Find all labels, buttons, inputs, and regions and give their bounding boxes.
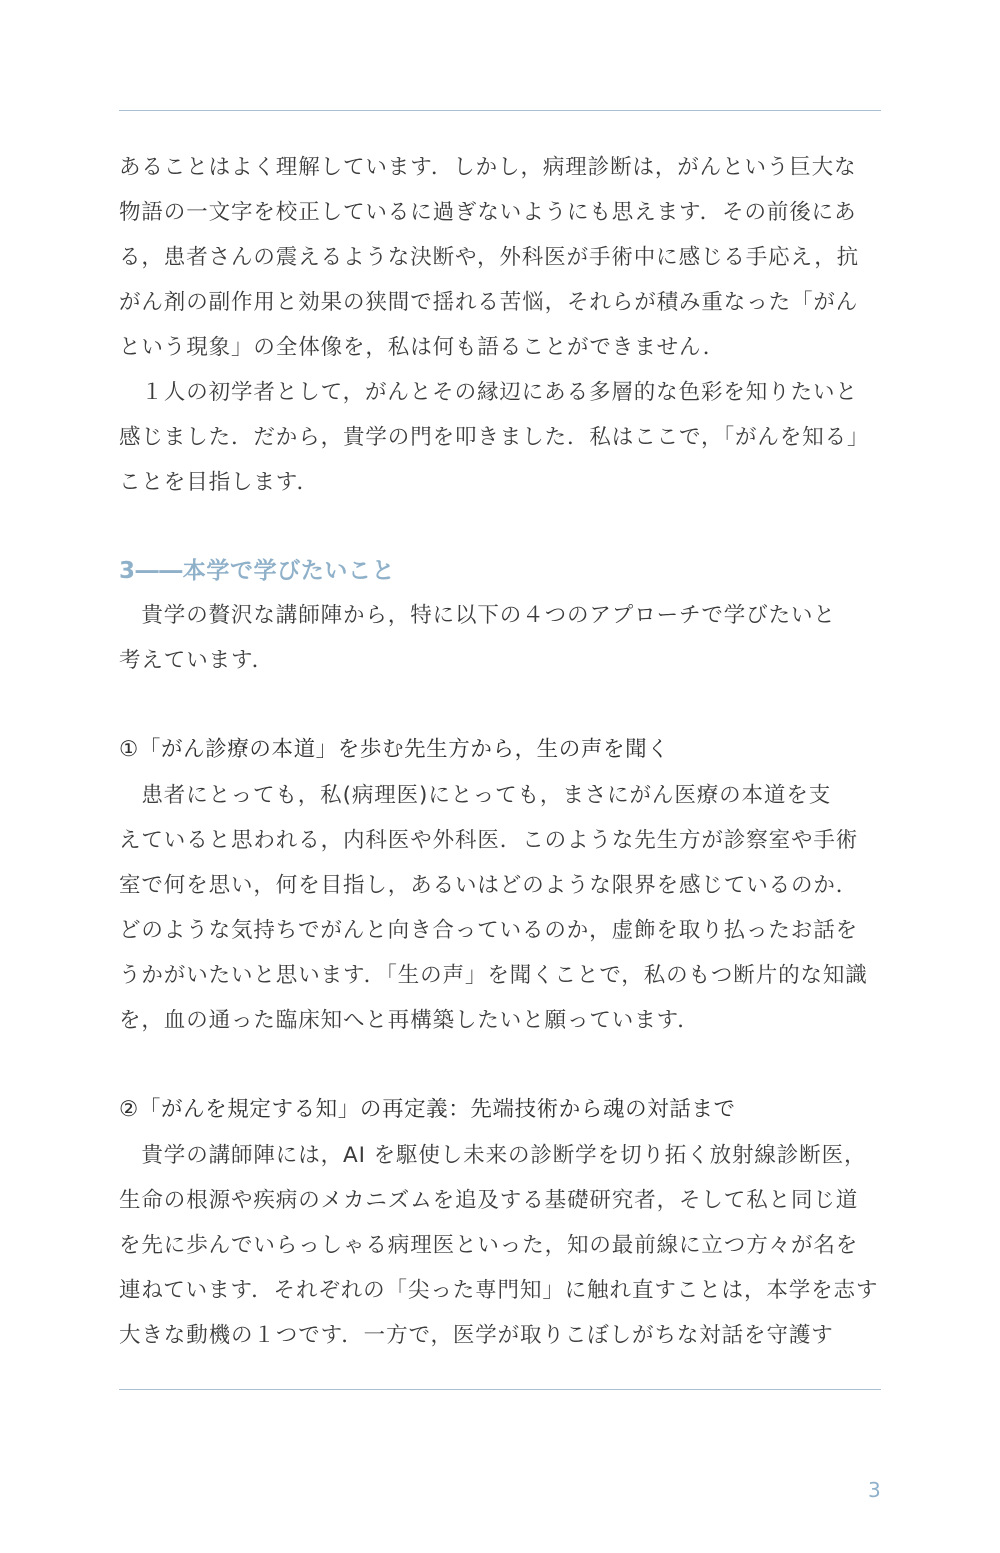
text-line: という現象」の全体像を，私は何も語ることができません． [119, 335, 726, 360]
text-line: 考えています． [119, 648, 275, 673]
text-line: どのような気持ちでがんと向き合っているのか，虚飾を取り払ったお話を [119, 918, 858, 943]
text-line: 物語の一文字を校正しているに過ぎないようにも思えます．その前後にあ [119, 200, 857, 225]
footer-rule [119, 1389, 881, 1390]
header-rule [119, 110, 881, 111]
text-line: 感じました．だから，貴学の門を叩きました．私はここで，「がんを知る」 [119, 425, 870, 450]
text-line: 貴学の講師陣には，AI を駆使し未来の診断学を切り拓く放射線診断医， [119, 1143, 867, 1168]
page-number: 3 [868, 1478, 881, 1502]
text-line: えていると思われる，内科医や外科医．このような先生方が診察室や手術 [119, 828, 859, 853]
subsection-heading-1: ①「がん診療の本道」を歩む先生方から，生の声を聞く [119, 737, 670, 762]
text-line: ことを目指します． [119, 470, 319, 495]
text-line: うかがいたいと思います．「生の声」を聞くことで，私のもつ断片的な知識 [119, 963, 868, 988]
text-line: を，血の通った臨床知へと再構築したいと願っています． [119, 1008, 700, 1033]
text-line: １人の初学者として，がんとその縁辺にある多層的な色彩を知りたいと [119, 380, 858, 405]
text-line: 患者にとっても，私(病理医)にとっても，まさにがん医療の本道を支 [119, 783, 832, 808]
text-line: を先に歩んでいらっしゃる病理医といった，知の最前線に立つ方々が名を [119, 1233, 859, 1258]
text-line: 室で何を思い，何を目指し，あるいはどのような限界を感じているのか． [119, 873, 859, 898]
text-line: がん剤の副作用と効果の狭間で揺れる苦悩，それらが積み重なった「がん [119, 290, 859, 315]
text-line: 大きな動機の１つです．一方で，医学が取りこぼしがちな対話を守護す [119, 1323, 834, 1348]
text-line: 連ねています．それぞれの「尖った専門知」に触れ直すことは，本学を志す [119, 1278, 879, 1303]
text-line: 貴学の贅沢な講師陣から，特に以下の４つのアプローチで学びたいと [119, 603, 836, 628]
text-line: 生命の根源や疾病のメカニズムを追及する基礎研究者，そして私と同じ道 [119, 1188, 859, 1213]
text-line: る，患者さんの震えるような決断や，外科医が手術中に感じる手応え，抗 [119, 245, 860, 270]
subsection-heading-2: ②「がんを規定する知」の再定義：先端技術から魂の対話まで [119, 1097, 736, 1122]
section-heading: 3――本学で学びたいこと [119, 558, 396, 584]
text-line: あることはよく理解しています．しかし，病理診断は，がんという巨大な [119, 155, 857, 180]
